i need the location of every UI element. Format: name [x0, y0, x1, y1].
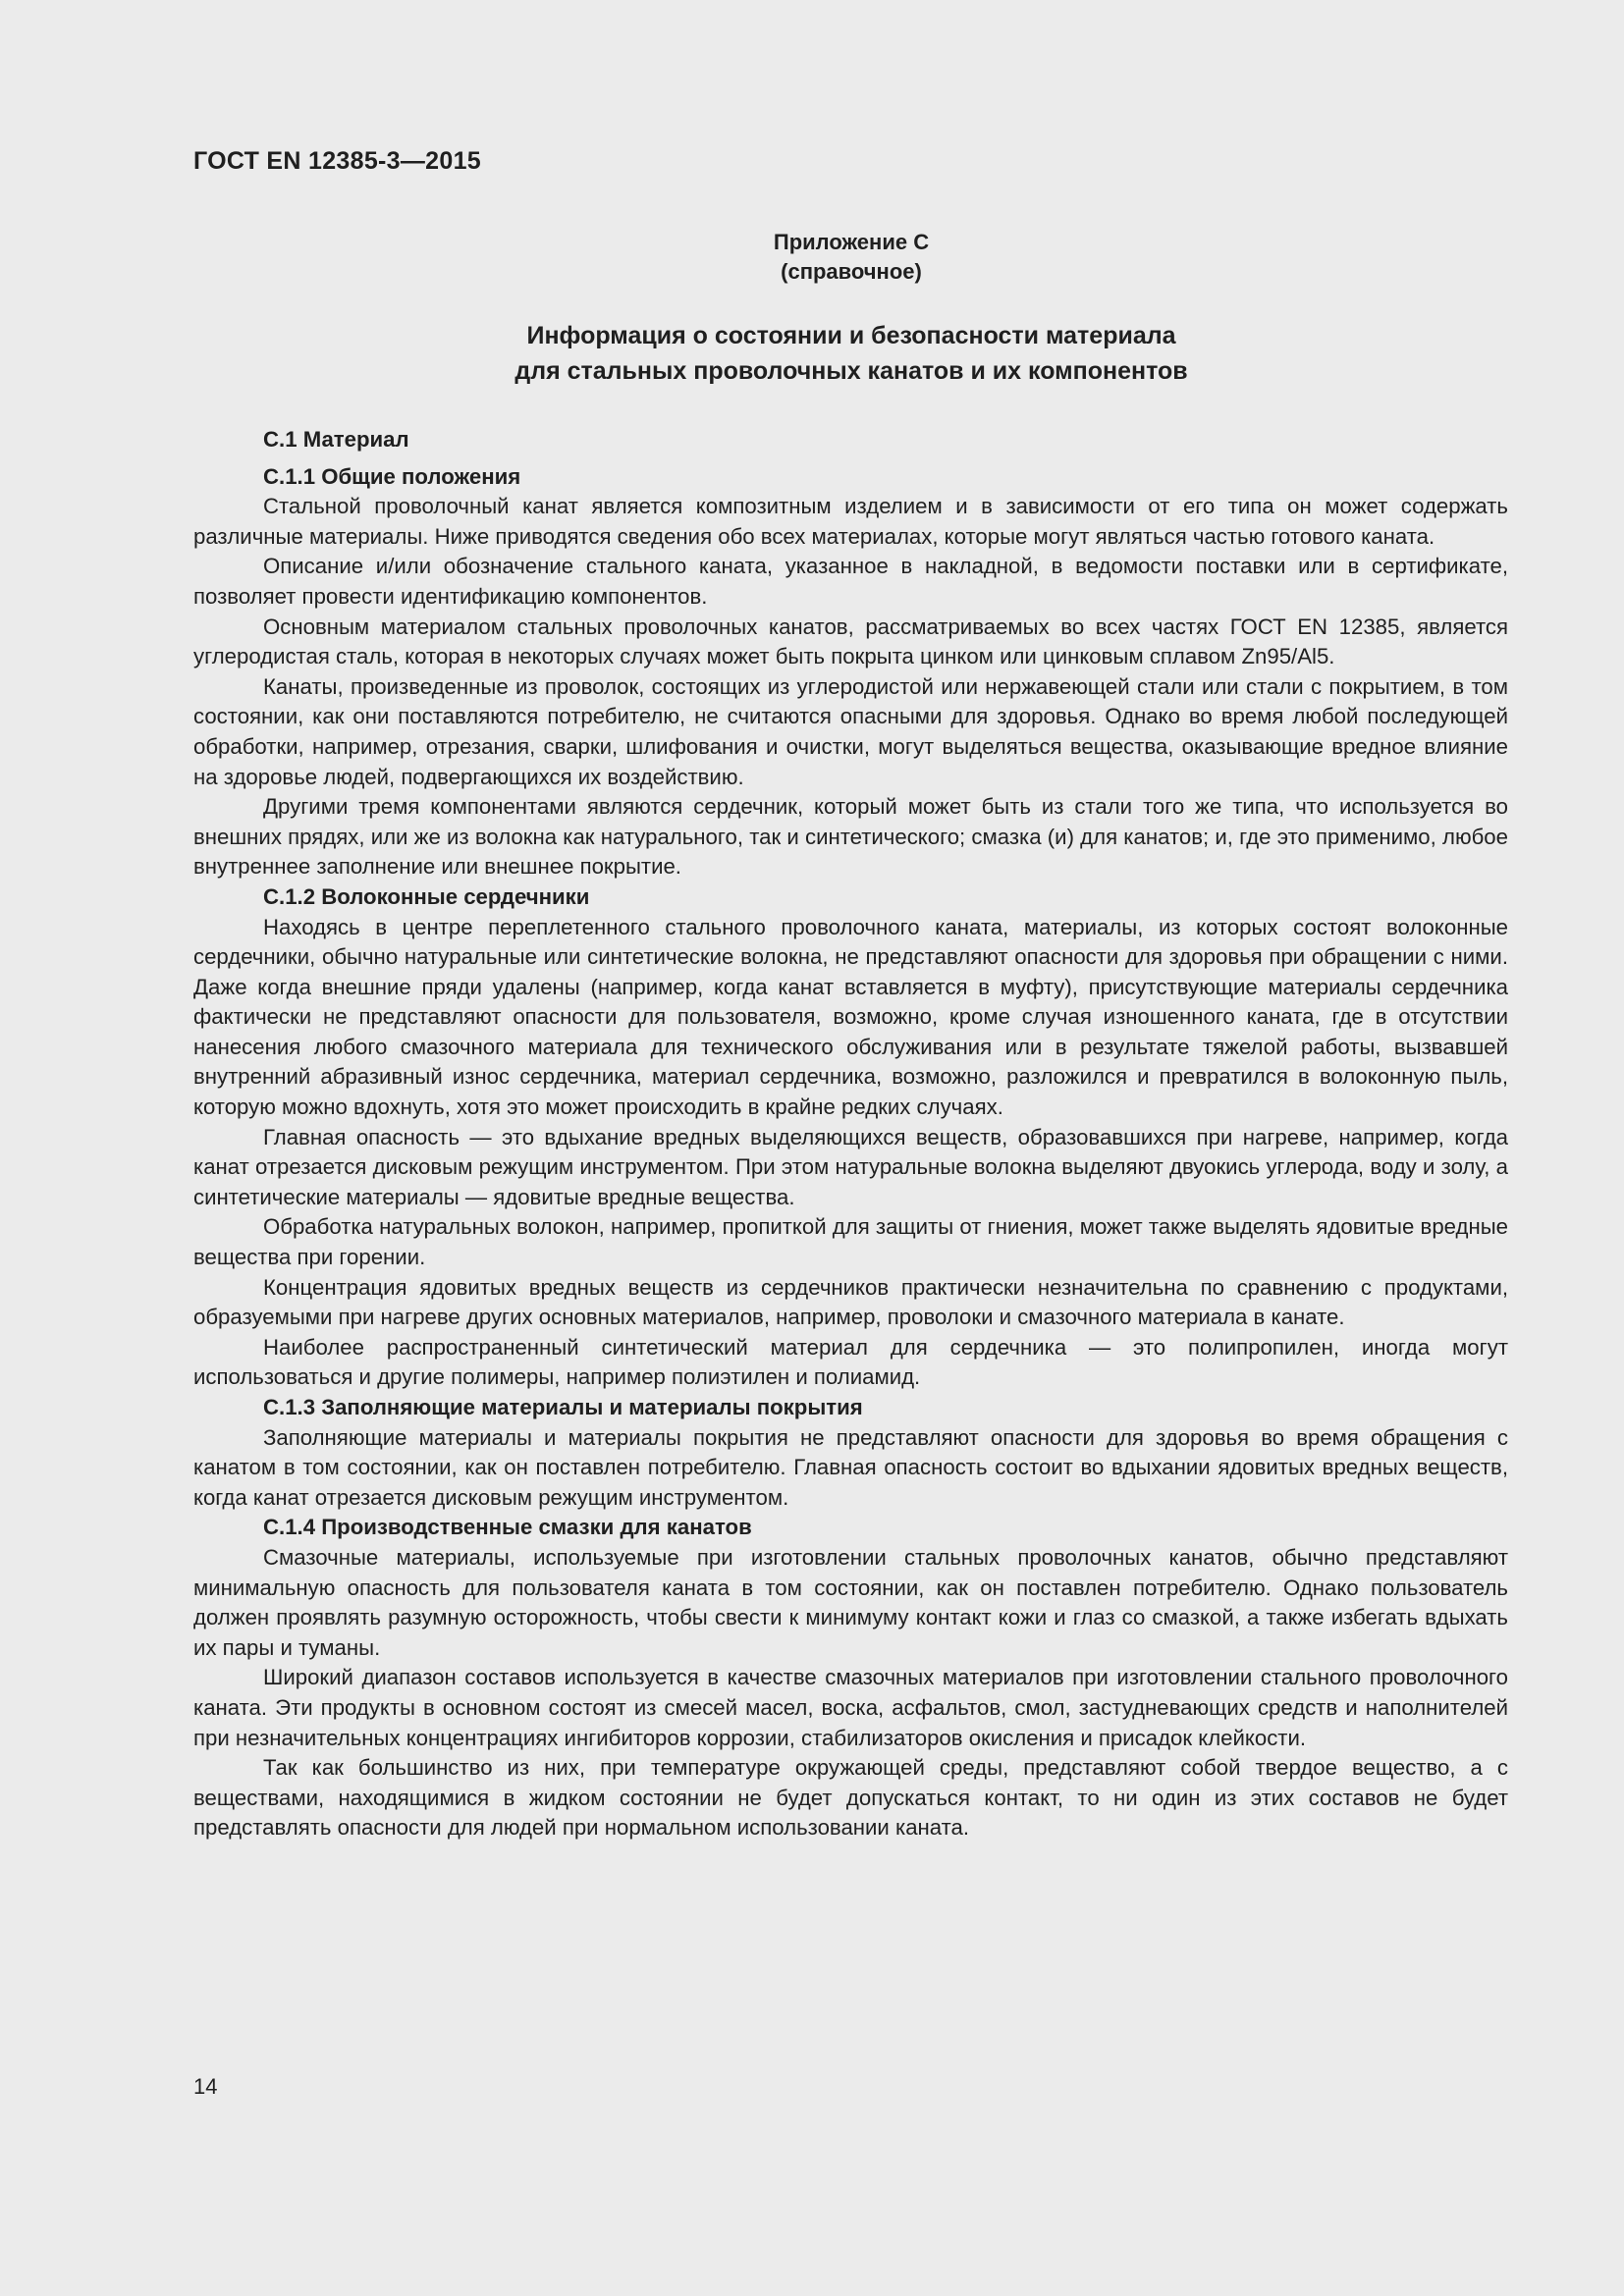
section-heading-c1-2: С.1.2 Волоконные сердечники: [263, 883, 590, 909]
paragraph: Обработка натуральных волокон, например, пропиткой для защиты от гниения, может также выделять ядовитые вредные вещества при горении.: [193, 1214, 1508, 1270]
annex-title: [193, 228, 1509, 287]
paragraph: Наиболее распространенный синтетический материал для сердечника — это полипропилен, иногда могут использоваться и другие полимеры, например полиэтилен и полиамид.: [193, 1334, 1508, 1390]
page-title: [193, 318, 1509, 389]
annex-type: (справочное): [781, 259, 922, 284]
page-number: 14: [193, 2074, 218, 2099]
paragraph: Стальной проволочный канат является композитным изделием и в зависимости от его типа он может содержать различные материалы. Ниже приводятся сведения обо всех материалах, которые могут являться частью готового каната.: [193, 494, 1508, 549]
section-heading-c1-4: С.1.4 Производственные смазки для канатов: [263, 1515, 752, 1540]
paragraph: Широкий диапазон составов используется в качестве смазочных материалов при изготовлении стального проволочного каната. Эти продукты в основном состоят из смесей масел, воска, асфальтов, смол, застудневающих средств и наполнителей при незначительных концентрациях ингибиторов коррозии, стабилизаторов окисления и присадок клейкости.: [193, 1665, 1508, 1750]
section-heading-c1: С.1 Материал: [263, 427, 409, 452]
paragraph: Другими тремя компонентами являются сердечник, который может быть из стали того же типа, что используется во внешних прядях, или же из волокна как натурального, так и синтетического; смазка (и) для канатов; и, где это применимо, любое внутреннее заполнение или внешнее покрытие.: [193, 794, 1508, 880]
annex-label: Приложение С: [773, 230, 930, 254]
paragraph: Так как большинство из них, при температуре окружающей среды, представляют собой твердое вещество, а с веществами, находящимися в жидком состоянии не будет допускаться контакт, то ни один из этих составов не будет представлять опасности для людей при нормальном использовании каната.: [193, 1755, 1508, 1841]
paragraph: Заполняющие материалы и материалы покрытия не представляют опасности для здоровья во время обращения с канатом в том состоянии, как он поставлен потребителю. Главная опасность состоит во вдыхании ядовитых вредных веществ, когда канат отрезается дисковым режущим инструментом.: [193, 1424, 1508, 1510]
section-heading-c1-1: С.1.1 Общие положения: [263, 463, 521, 489]
paragraph: Описание и/или обозначение стального каната, указанное в накладной, в ведомости поставки или в сертификате, позволяет провести идентификацию компонентов.: [193, 554, 1508, 609]
document-header: ГОСТ EN 12385-3—2015: [193, 147, 481, 175]
title-line-1: Информация о состоянии и безопасности материала: [526, 322, 1176, 349]
paragraph: Находясь в центре переплетенного стального проволочного каната, материалы, из которых состоят волоконные сердечники, обычно натуральные или синтетические волокна, не представляют опасности для здоровья при обращении с ними. Даже когда внешние пряди удалены (например, когда канат вставляется в муфту), присутствующие материалы сердечника фактически не представляют опасности для пользователя, возможно, кроме случая изношенного каната, где в отсутствии нанесения любого смазочного материала для технического обслуживания или в результате тяжелой работы, вызвавшей внутренний абразивный износ сердечника, материал сердечника, возможно, разложился и превратился в волоконную пыль, которую можно вдохнуть, хотя это может происходить в крайне редких случаях.: [193, 914, 1508, 1120]
paragraph: Канаты, произведенные из проволок, состоящих из углеродистой или нержавеющей стали или стали с покрытием, в том состоянии, как они поставляются потребителю, не считаются опасными для здоровья. Однако во время любой последующей обработки, например, отрезания, сварки, шлифования и очистки, могут выделяться вещества, оказывающие вредное влияние на здоровье людей, подвергающихся их воздействию.: [193, 673, 1508, 789]
paragraph: Главная опасность — это вдыхание вредных выделяющихся веществ, образовавшихся при нагреве, например, когда канат отрезается дисковым режущим инструментом. При этом натуральные волокна выделяют двуокись углерода, воду и золу, а синтетические материалы — ядовитые вредные вещества.: [193, 1124, 1508, 1209]
paragraph: Концентрация ядовитых вредных веществ из сердечников практически незначительна по сравнению с продуктами, образуемыми при нагреве других основных материалов, например, проволоки и смазочного материала в канате.: [193, 1274, 1508, 1330]
paragraph: Смазочные материалы, используемые при изготовлении стальных проволочных канатов, обычно представляют минимальную опасность для пользователя каната в том состоянии, как он поставлен потребителю. Однако пользователь должен проявлять разумную осторожность, чтобы свести к минимуму контакт кожи и глаз со смазкой, а также избегать вдыхать их пары и туманы.: [193, 1544, 1508, 1660]
document-body: [193, 425, 1508, 1843]
title-line-2: для стальных проволочных канатов и их компонентов: [514, 357, 1188, 385]
section-heading-c1-3: С.1.3 Заполняющие материалы и материалы покрытия: [263, 1395, 863, 1419]
paragraph: Основным материалом стальных проволочных канатов, рассматриваемых во всех частях ГОСТ EN 12385, является углеродистая сталь, которая в некоторых случаях может быть покрыта цинком или цинковым сплавом Zn95/Al5.: [193, 614, 1508, 669]
